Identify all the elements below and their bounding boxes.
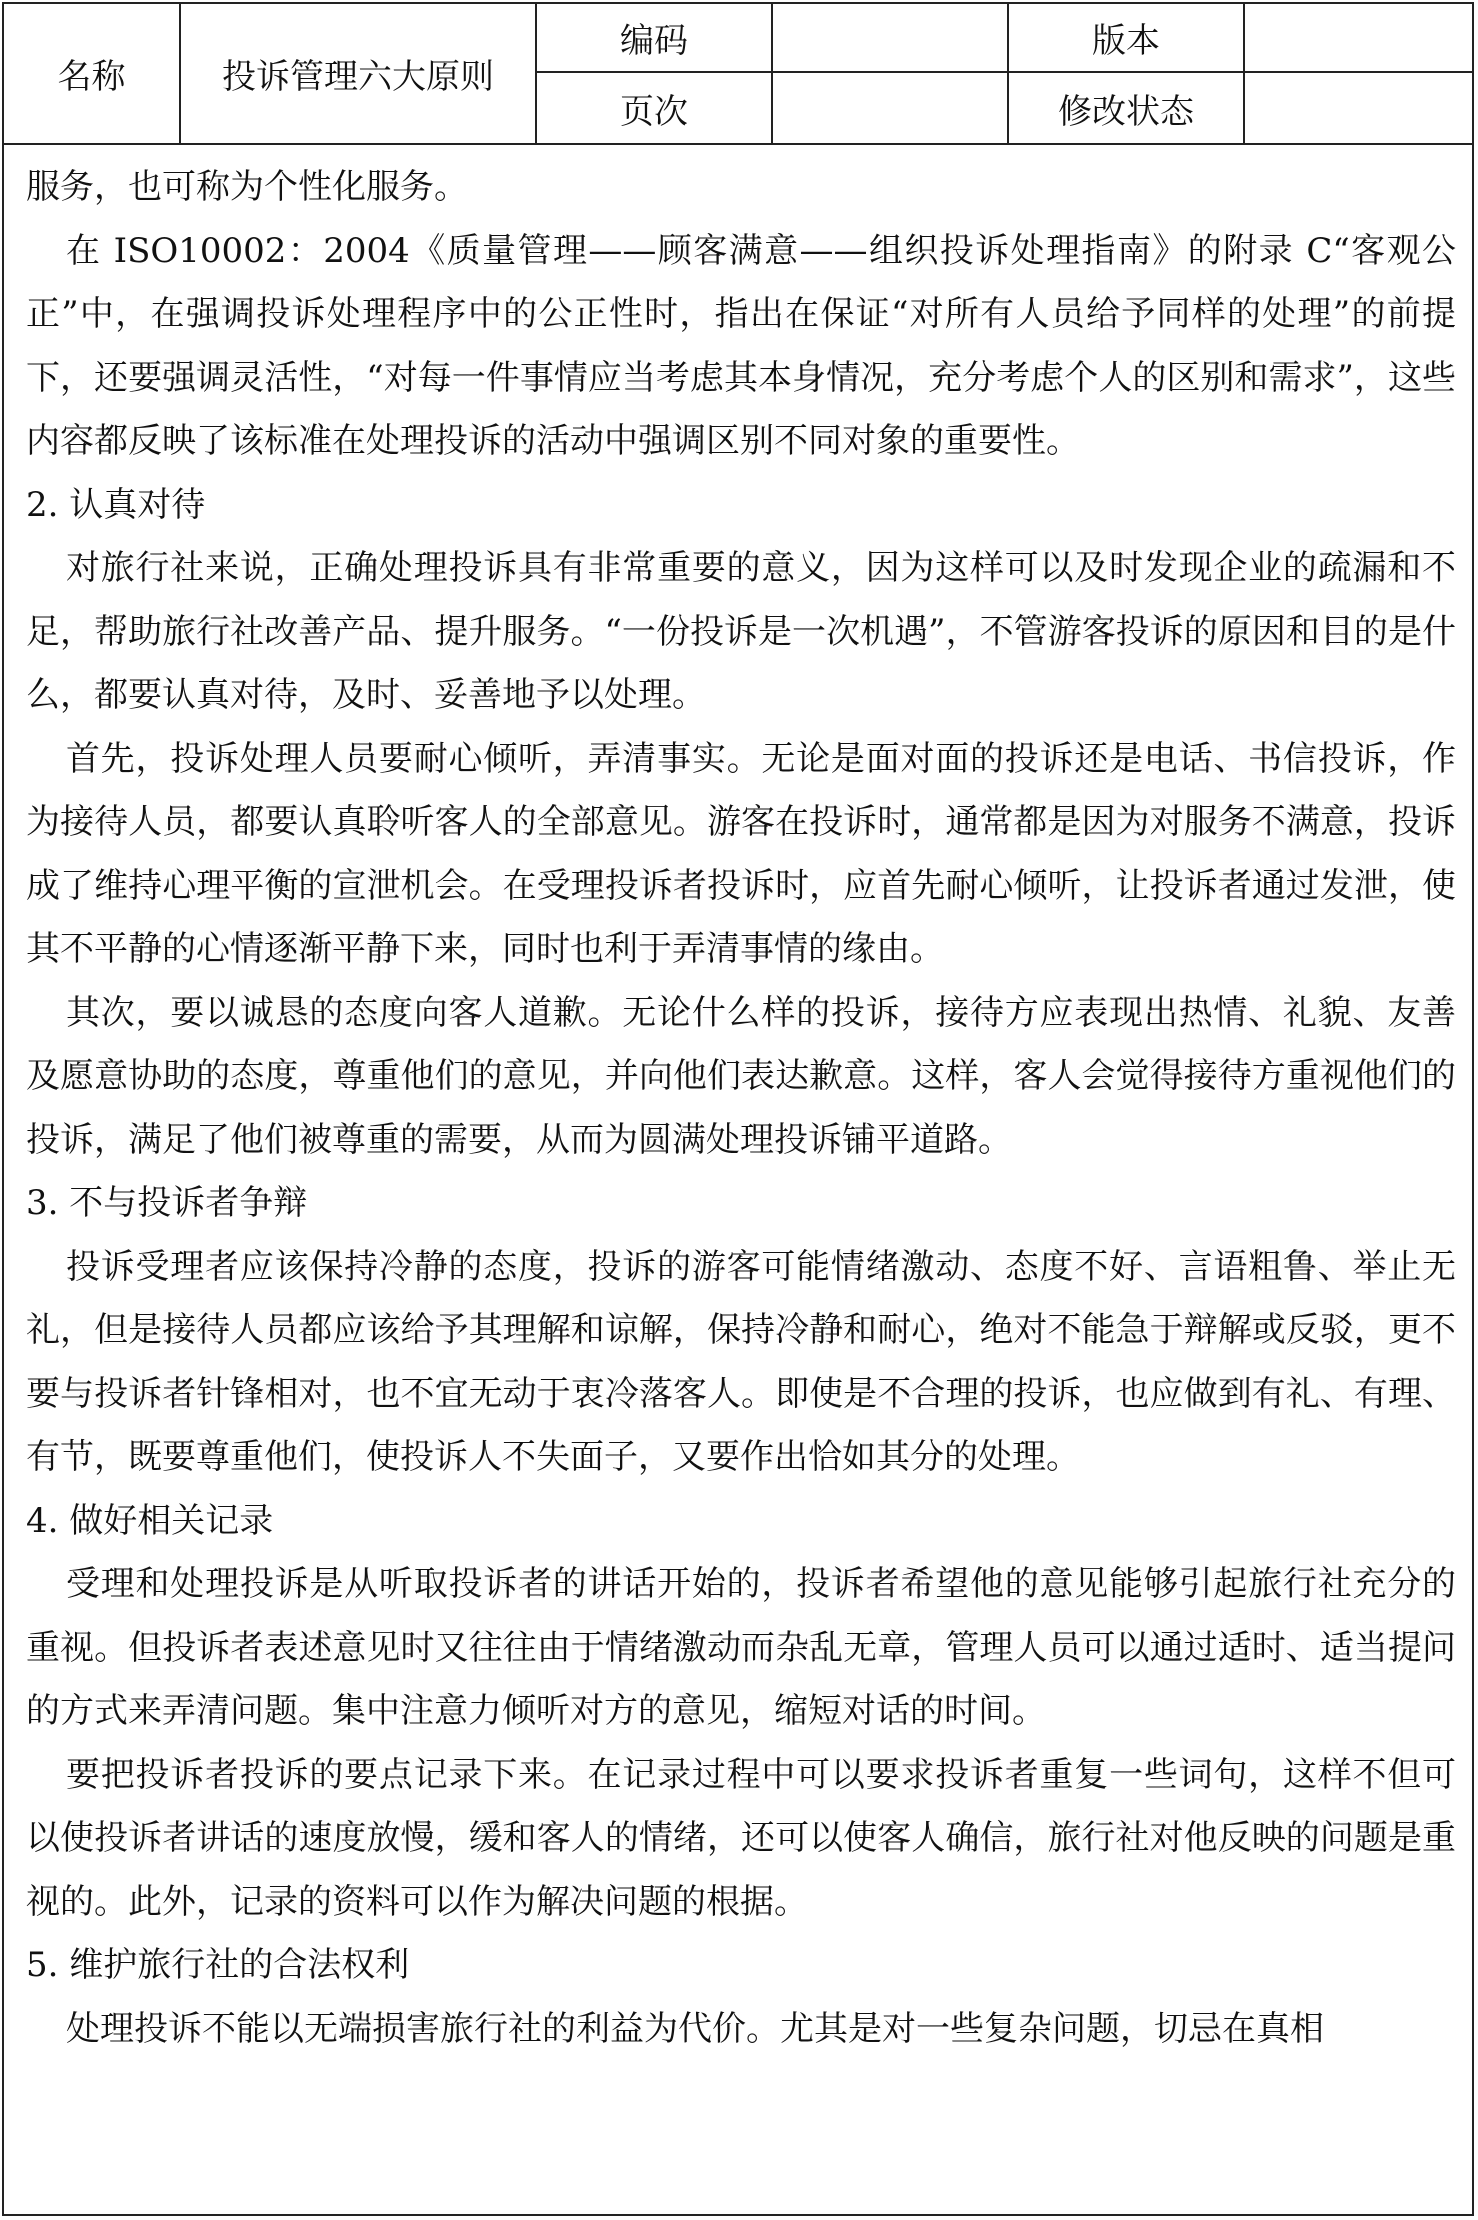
version-label-cell: 版本 <box>1008 4 1244 72</box>
code-value-cell <box>772 4 1008 72</box>
document-body <box>26 156 1456 2061</box>
paragraph-stay-calm: 投诉受理者应该保持冷静的态度，投诉的游客可能情绪激动、态度不好、言语粗鲁、举止无礼，但是接待人员都应该给予其理解和谅解，保持冷静和耐心，绝对不能急于辩解或反驳，更不要与投诉者针锋相对，也不宜无动于衷冷落客人。即使是不合理的投诉，也应做到有礼、有理、有节，既要尊重他们，使投诉人不失面子，又要作出恰如其分的处理。 <box>26 1246 1456 1477</box>
page-label-cell: 页次 <box>536 72 772 144</box>
paragraph-continuation: 服务，也可称为个性化服务。 <box>26 167 468 207</box>
name-label-cell: 名称 <box>4 4 180 144</box>
document-frame <box>2 2 1474 2216</box>
name-value-cell: 投诉管理六大原则 <box>180 4 536 144</box>
page-value-cell <box>772 72 1008 144</box>
section-heading-4: 4. 做好相关记录 <box>26 1500 274 1541</box>
paragraph-iso-standard: 在 ISO10002：2004《质量管理——顾客满意——组织投诉处理指南》的附录 C“客观公正”中，在强调投诉处理程序中的公正性时，指出在保证“对所有人员给予同样的处理”的前提下，还要强调灵活性，“对每一件事情应当考虑其本身情况，充分考虑个人的区别和需求”，这些内容都反映了该标准在处理投诉的活动中强调区别不同对象的重要性。 <box>26 230 1456 461</box>
code-label-cell: 编码 <box>536 4 772 72</box>
paragraph-apologize: 其次，要以诚恳的态度向客人道歉。无论什么样的投诉，接待方应表现出热情、礼貌、友善及愿意协助的态度，尊重他们的意见，并向他们表达歉意。这样，客人会觉得接待方重视他们的投诉，满足了他们被尊重的需要，从而为圆满处理投诉铺平道路。 <box>26 992 1456 1160</box>
revision-value-cell <box>1244 72 1472 144</box>
paragraph-protect-interests: 处理投诉不能以无端损害旅行社的利益为代价。尤其是对一些复杂问题，切忌在真相 <box>66 2008 1324 2049</box>
document-header-table <box>4 4 1472 145</box>
section-heading-2: 2. 认真对待 <box>26 484 206 525</box>
paragraph-listening-process: 受理和处理投诉是从听取投诉者的讲话开始的，投诉者希望他的意见能够引起旅行社充分的重视。但投诉者表述意见时又往往由于情绪激动而杂乱无章，管理人员可以通过适时、适当提问的方式来弄清问题。集中注意力倾听对方的意见，缩短对话的时间。 <box>26 1564 1456 1731</box>
paragraph-listen: 首先，投诉处理人员要耐心倾听，弄清事实。无论是面对面的投诉还是电话、书信投诉，作为接待人员，都要认真聆听客人的全部意见。游客在投诉时，通常都是因为对服务不满意，投诉成了维持心理平衡的宣泄机会。在受理投诉者投诉时，应首先耐心倾听，让投诉者通过发泄，使其不平静的心情逐渐平静下来，同时也利于弄清事情的缘由。 <box>26 738 1456 969</box>
paragraph-importance: 对旅行社来说，正确处理投诉具有非常重要的意义，因为这样可以及时发现企业的疏漏和不足，帮助旅行社改善产品、提升服务。“一份投诉是一次机遇”，不管游客投诉的原因和目的是什么，都要认真对待，及时、妥善地予以处理。 <box>26 548 1456 715</box>
section-heading-5: 5. 维护旅行社的合法权利 <box>26 1945 410 1985</box>
version-value-cell <box>1244 4 1472 72</box>
section-heading-3: 3. 不与投诉者争辩 <box>26 1183 308 1223</box>
revision-label-cell: 修改状态 <box>1008 72 1244 144</box>
paragraph-record-points: 要把投诉者投诉的要点记录下来。在记录过程中可以要求投诉者重复一些词句，这样不但可以使投诉者讲话的速度放慢，缓和客人的情绪，还可以使客人确信，旅行社对他反映的问题是重视的。此外，记录的资料可以作为解决问题的根据。 <box>26 1754 1456 1922</box>
